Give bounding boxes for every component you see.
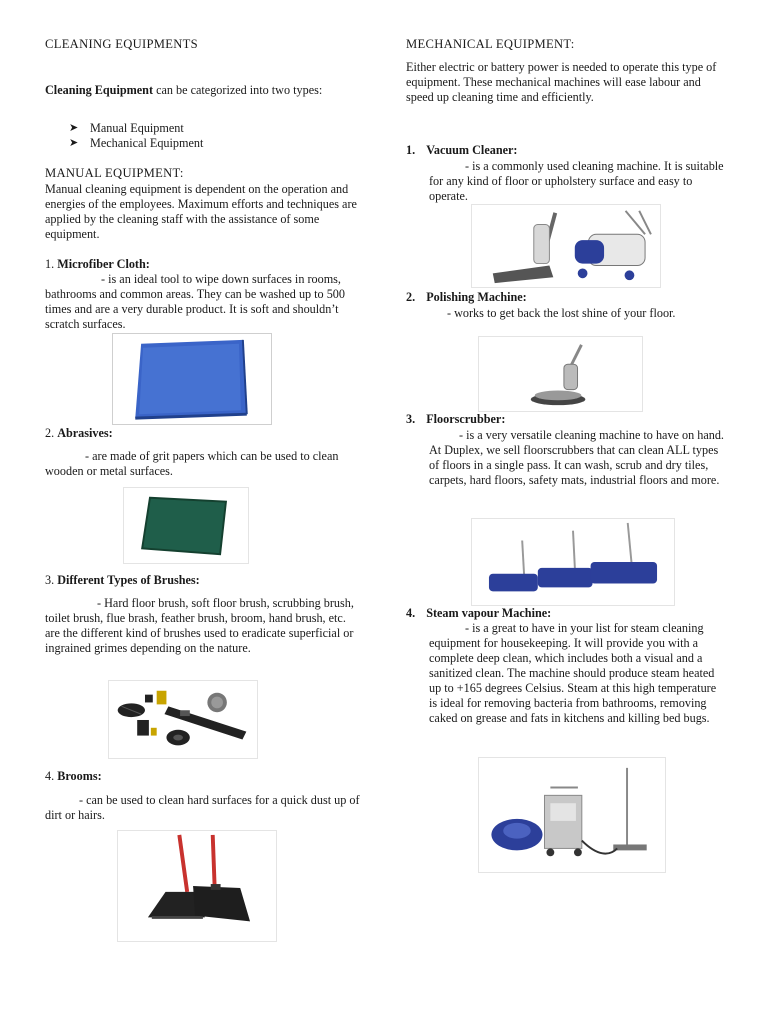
item-heading-polishing xyxy=(406,290,527,305)
item-number: 3. xyxy=(406,412,416,426)
polishing-machine-image xyxy=(478,336,643,412)
item-description-floorscrubber: - is a very versatile cleaning machine to have on hand. At Duplex, we sell floorscrubbers that can clean ALL types of floors in a single pass. It can wash, scrub and dry tiles, carpets, hard floors, safety mats, industrial floors and more. xyxy=(429,428,724,487)
item-heading-steam xyxy=(406,606,551,621)
intro-bold: Cleaning Equipment xyxy=(45,83,154,97)
bullet-label: Mechanical Equipment xyxy=(90,136,204,150)
intro-rest: can be categorized into two types: xyxy=(153,83,323,97)
item-number: 3. xyxy=(45,573,55,587)
item-name: Abrasives: xyxy=(57,426,113,440)
item-heading-floorscrubber xyxy=(406,412,505,427)
item-name: Microfiber Cloth: xyxy=(57,257,150,271)
item-description-abrasives: - are made of grit papers which can be used to clean wooden or metal surfaces. xyxy=(45,449,339,478)
abrasive-pad-image xyxy=(123,487,249,564)
item-description-vacuum: - is a commonly used cleaning machine. It is suitable for any kind of floor or upholstery surface and easy to operate. xyxy=(429,159,724,203)
item-description-microfiber: - is an ideal tool to wipe down surfaces in rooms, bathrooms and common areas. They can be washed up to 500 times and are a very durable product. It is soft and shouldn’t scratch surfaces. xyxy=(45,272,345,331)
item-number: 2. xyxy=(45,426,55,440)
item-heading-abrasives xyxy=(45,426,113,441)
item-number: 1. xyxy=(45,257,55,271)
vacuum-cleaner-image xyxy=(471,204,661,288)
manual-description: Manual cleaning equipment is dependent on the operation and energies of the employees. Maximum efforts and techniques are applied by the cleaning staff with the assistance of some equipment. xyxy=(45,182,357,241)
item-name: Steam vapour Machine: xyxy=(426,606,552,620)
item-number: 2. xyxy=(406,290,416,304)
item-name: Brooms: xyxy=(57,769,102,783)
item-description-brooms: - can be used to clean hard surfaces for a quick dust up of dirt or hairs. xyxy=(45,793,360,822)
manual-heading: MANUAL EQUIPMENT: xyxy=(45,166,184,180)
brushes-image xyxy=(108,680,258,759)
item-name: Floorscrubber: xyxy=(426,412,506,426)
item-name: Polishing Machine: xyxy=(426,290,527,304)
intro-paragraph xyxy=(45,83,363,98)
item-name: Vacuum Cleaner: xyxy=(426,143,518,157)
microfiber-cloth-image xyxy=(112,333,272,425)
steam-machine-image xyxy=(478,757,666,873)
arrow-bullet-icon: ➤ xyxy=(69,137,79,149)
item-heading-brooms xyxy=(45,769,102,784)
arrow-bullet-icon: ➤ xyxy=(69,122,79,134)
item-description-brushes: - Hard floor brush, soft floor brush, scrubbing brush, toilet brush, flue brash, feather brush, broom, hand brush, etc. are the different kind of brushes used to eradicate superficial or ingrained grimes depending on the nature. xyxy=(45,596,354,655)
item-number: 1. xyxy=(406,143,416,157)
mechanical-heading: MECHANICAL EQUIPMENT: xyxy=(406,37,575,51)
item-number: 4. xyxy=(406,606,416,620)
item-description-polishing: - works to get back the lost shine of your floor. xyxy=(447,306,676,320)
item-heading-brushes xyxy=(45,573,200,588)
item-name: Different Types of Brushes: xyxy=(57,573,200,587)
item-description-steam: - is a great to have in your list for steam cleaning equipment for housekeeping. It will provide you with a complete deep clean, which includes both a visual and a sanitized clean. The machine should produce steam heated up to +165 degrees Celsius. Steam at this high temperature is ideal for removing bacteria from bathrooms, removing caked on grease and fats in kitchens and killing bed bugs. xyxy=(429,621,717,725)
mechanical-intro: Either electric or battery power is needed to operate this type of equipment. These mechanical machines will ease labour and speed up cleaning time and efficiently. xyxy=(406,60,717,104)
page-title: CLEANING EQUIPMENTS xyxy=(45,37,198,51)
item-heading-vacuum xyxy=(406,143,517,158)
item-number: 4. xyxy=(45,769,55,783)
floorscrubber-image xyxy=(471,518,675,606)
item-heading-microfiber xyxy=(45,257,150,272)
bullet-label: Manual Equipment xyxy=(90,121,184,135)
broom-dustpan-image xyxy=(117,830,277,942)
